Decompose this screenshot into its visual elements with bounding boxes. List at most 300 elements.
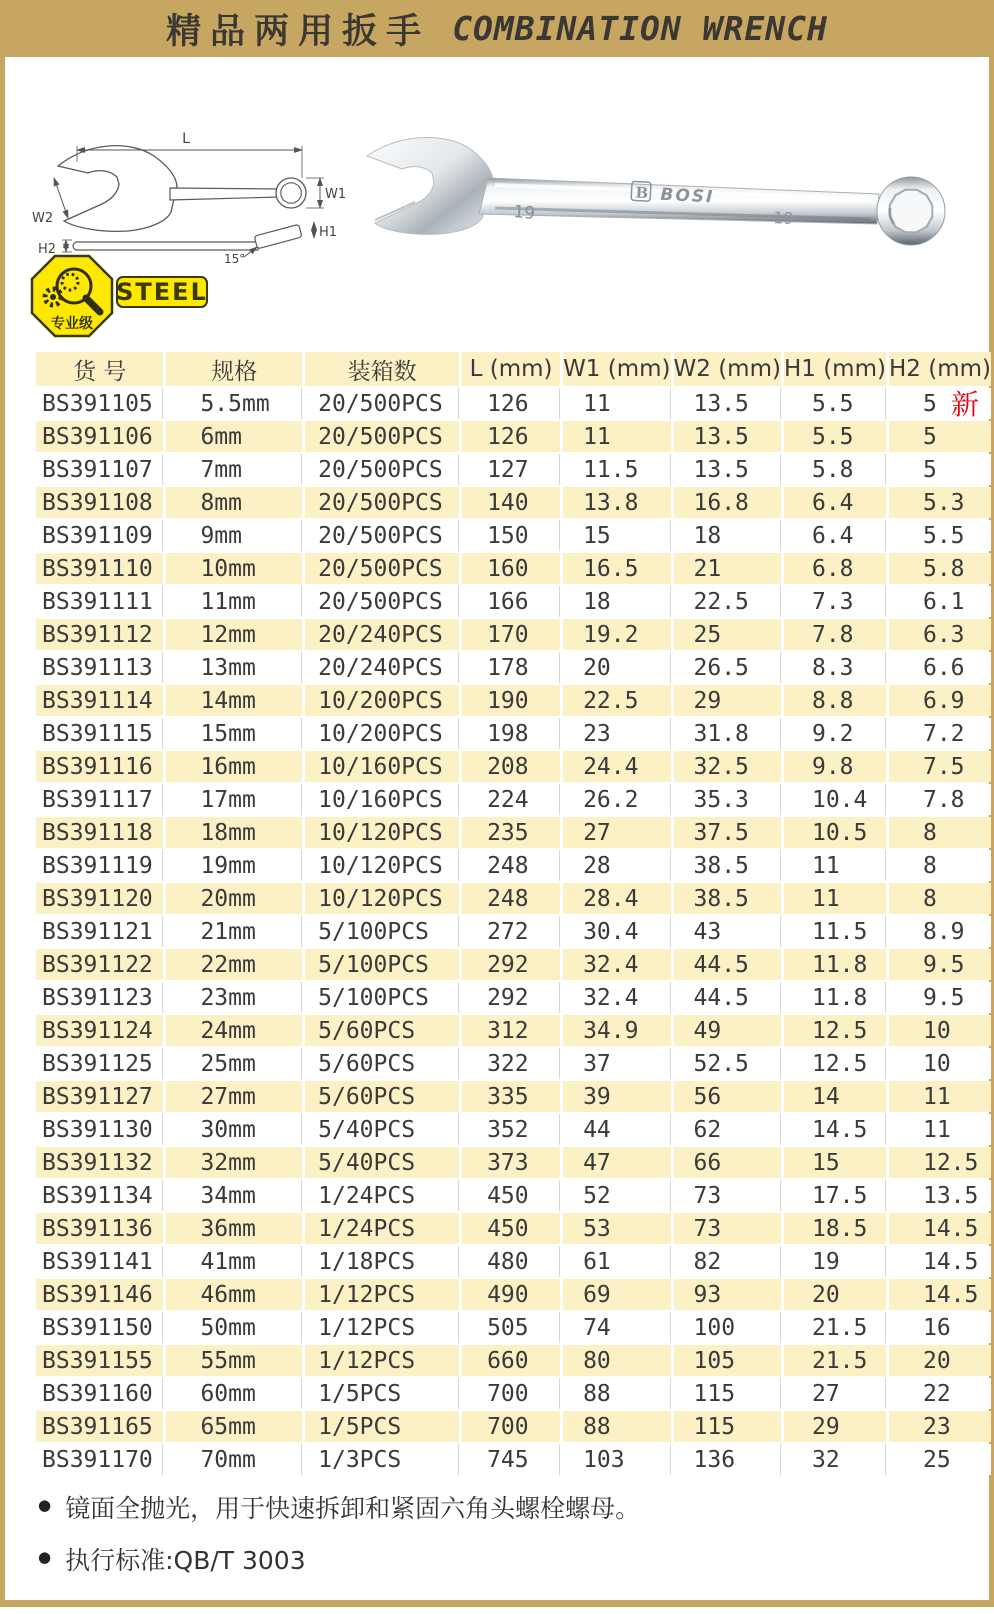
table-cell: 1/5PCS — [305, 1411, 459, 1442]
table-cell: 5/40PCS — [305, 1147, 459, 1178]
table-cell: 82 — [674, 1246, 781, 1277]
table-cell: 490 — [462, 1279, 560, 1310]
table-cell: 5.5mm — [166, 388, 302, 419]
table-cell: BS391114 — [36, 685, 163, 716]
table-cell: 36mm — [166, 1213, 302, 1244]
table-row — [36, 388, 991, 419]
table-row — [36, 949, 991, 980]
table-cell: BS391117 — [36, 784, 163, 815]
table-cell: BS391141 — [36, 1246, 163, 1277]
table-cell: 5/60PCS — [305, 1015, 459, 1046]
table-cell: 37 — [563, 1048, 670, 1079]
table-cell: 20/500PCS — [305, 487, 459, 518]
table-cell: 5/60PCS — [305, 1048, 459, 1079]
table-cell: 17.5 — [784, 1180, 886, 1211]
column-header-7: H2 (mm) — [889, 352, 991, 386]
table-row — [36, 817, 991, 848]
column-header-6: H1 (mm) — [784, 352, 886, 386]
table-cell: 46mm — [166, 1279, 302, 1310]
table-row — [36, 883, 991, 914]
table-row — [36, 1114, 991, 1145]
table-row — [36, 1147, 991, 1178]
table-cell: 103 — [563, 1444, 670, 1475]
table-cell: 11.5 — [784, 916, 886, 947]
table-cell: 19mm — [166, 850, 302, 881]
table-cell: 16.5 — [563, 553, 670, 584]
table-cell: 115 — [674, 1378, 781, 1409]
table-cell: 29 — [784, 1411, 886, 1442]
table-cell: BS391150 — [36, 1312, 163, 1343]
table-cell: BS391113 — [36, 652, 163, 683]
table-cell: 10 — [889, 1048, 991, 1079]
bullet-icon: ● — [38, 1496, 52, 1514]
table-cell: 248 — [462, 883, 560, 914]
table-cell: BS391118 — [36, 817, 163, 848]
table-cell: 34.9 — [563, 1015, 670, 1046]
table-cell: 10.4 — [784, 784, 886, 815]
table-row — [36, 1444, 991, 1475]
table-cell: 16.8 — [674, 487, 781, 518]
table-cell: 88 — [563, 1411, 670, 1442]
table-cell: 5.5 — [784, 388, 886, 419]
note-text-standard: 执行标准:QB/T 3003 — [65, 1546, 306, 1575]
table-cell: 38.5 — [674, 883, 781, 914]
table-cell: BS391109 — [36, 520, 163, 551]
table-cell: 8 — [889, 850, 991, 881]
table-cell: 700 — [462, 1378, 560, 1409]
table-cell: 1/18PCS — [305, 1246, 459, 1277]
table-row — [36, 1213, 991, 1244]
table-cell: 19 — [784, 1246, 886, 1277]
column-header-3: L (mm) — [462, 352, 560, 386]
table-cell: BS391123 — [36, 982, 163, 1013]
table-cell: BS391127 — [36, 1081, 163, 1112]
table-cell: 8 — [889, 817, 991, 848]
table-cell: 44.5 — [674, 949, 781, 980]
table-cell: 65mm — [166, 1411, 302, 1442]
table-cell: 105 — [674, 1345, 781, 1376]
table-cell: 18 — [563, 586, 670, 617]
table-cell: 166 — [462, 586, 560, 617]
table-cell: 5/100PCS — [305, 949, 459, 980]
table-cell: 6.8 — [784, 553, 886, 584]
table-cell: 35.3 — [674, 784, 781, 815]
table-cell: 224 — [462, 784, 560, 815]
dim-label-angle: 15° — [224, 252, 246, 266]
table-cell: 23 — [563, 718, 670, 749]
table-cell: 10mm — [166, 553, 302, 584]
table-cell: 52 — [563, 1180, 670, 1211]
table-cell: 29 — [674, 685, 781, 716]
table-cell: 5 — [889, 421, 991, 452]
badge-label: 专业级 — [51, 316, 93, 332]
table-cell: 11 — [889, 1114, 991, 1145]
table-cell: BS391132 — [36, 1147, 163, 1178]
table-cell: 5 — [889, 454, 991, 485]
table-cell: 10 — [889, 1015, 991, 1046]
table-cell: 31.8 — [674, 718, 781, 749]
table-cell: 8 — [889, 883, 991, 914]
table-cell: 10/160PCS — [305, 784, 459, 815]
table-cell: 136 — [674, 1444, 781, 1475]
table-cell: 24.4 — [563, 751, 670, 782]
table-cell: 10/200PCS — [305, 685, 459, 716]
table-cell: 13.5 — [674, 454, 781, 485]
table-cell: 52.5 — [674, 1048, 781, 1079]
table-cell: BS391130 — [36, 1114, 163, 1145]
steel-label — [116, 276, 208, 308]
table-cell: 312 — [462, 1015, 560, 1046]
table-cell: 6.6 — [889, 652, 991, 683]
table-cell: 32.5 — [674, 751, 781, 782]
table-cell: 11 — [563, 388, 670, 419]
column-header-4: W1 (mm) — [563, 352, 670, 386]
note-item — [38, 1541, 640, 1577]
table-cell: 335 — [462, 1081, 560, 1112]
table-cell: 126 — [462, 421, 560, 452]
table-cell: 30mm — [166, 1114, 302, 1145]
table-cell: 12mm — [166, 619, 302, 650]
table-cell: 34mm — [166, 1180, 302, 1211]
table-cell: BS391111 — [36, 586, 163, 617]
side-view-head — [254, 224, 302, 248]
table-cell: 15 — [563, 520, 670, 551]
table-row — [36, 982, 991, 1013]
table-cell: 38.5 — [674, 850, 781, 881]
table-cell: BS391146 — [36, 1279, 163, 1310]
table-cell: 20/500PCS — [305, 553, 459, 584]
table-cell: BS391124 — [36, 1015, 163, 1046]
table-cell: 9.5 — [889, 982, 991, 1013]
table-row — [36, 784, 991, 815]
table-cell: 14.5 — [784, 1114, 886, 1145]
table-cell: BS391116 — [36, 751, 163, 782]
table-row — [36, 652, 991, 683]
table-cell: 7.5 — [889, 751, 991, 782]
table-cell: 28 — [563, 850, 670, 881]
table-row — [36, 685, 991, 716]
table-cell: 23mm — [166, 982, 302, 1013]
table-cell: 160 — [462, 553, 560, 584]
table-cell: 208 — [462, 751, 560, 782]
table-cell: BS391160 — [36, 1378, 163, 1409]
photo-logo-letter: B — [635, 183, 649, 203]
table-header-row — [36, 352, 991, 386]
table-cell: 74 — [563, 1312, 670, 1343]
table-cell: 292 — [462, 982, 560, 1013]
table-cell: 198 — [462, 718, 560, 749]
spec-table — [33, 350, 994, 1477]
photo-size-open: 19 — [512, 202, 536, 224]
table-cell: 32 — [784, 1444, 886, 1475]
table-cell: 22mm — [166, 949, 302, 980]
table-cell: 20 — [889, 1345, 991, 1376]
table-cell: 18.5 — [784, 1213, 886, 1244]
table-cell: 20/500PCS — [305, 586, 459, 617]
table-cell: 16 — [889, 1312, 991, 1343]
table-cell: 10/120PCS — [305, 850, 459, 881]
table-row — [36, 1378, 991, 1409]
table-cell: 5/100PCS — [305, 982, 459, 1013]
table-cell: 21.5 — [784, 1312, 886, 1343]
photo-brand: BOSI — [659, 184, 715, 208]
table-cell: 43 — [674, 916, 781, 947]
side-view-outline — [73, 242, 258, 250]
table-row — [36, 916, 991, 947]
table-cell: 7.8 — [889, 784, 991, 815]
photo-open-end — [367, 138, 493, 235]
table-cell: 700 — [462, 1411, 560, 1442]
table-row — [36, 520, 991, 551]
table-cell: 55mm — [166, 1345, 302, 1376]
table-cell: 12.5 — [889, 1147, 991, 1178]
table-row — [36, 1180, 991, 1211]
table-cell: 10/120PCS — [305, 883, 459, 914]
table-row — [36, 850, 991, 881]
table-cell: 5/40PCS — [305, 1114, 459, 1145]
table-cell: 88 — [563, 1378, 670, 1409]
table-cell: 100 — [674, 1312, 781, 1343]
table-cell: 13mm — [166, 652, 302, 683]
table-cell: 20/500PCS — [305, 388, 459, 419]
table-cell: 1/12PCS — [305, 1345, 459, 1376]
table-cell: 6.9 — [889, 685, 991, 716]
table-cell: BS391105 — [36, 388, 163, 419]
professional-grade-badge — [28, 252, 116, 340]
table-cell: 8.3 — [784, 652, 886, 683]
table-cell: 44.5 — [674, 982, 781, 1013]
table-cell: 10.5 — [784, 817, 886, 848]
open-end-outline — [58, 146, 177, 232]
table-cell: 178 — [462, 652, 560, 683]
table-row — [36, 1015, 991, 1046]
shaft-outline — [170, 188, 280, 200]
table-cell: 11 — [784, 883, 886, 914]
table-cell: 12.5 — [784, 1015, 886, 1046]
table-row — [36, 553, 991, 584]
note-item — [38, 1489, 640, 1525]
table-cell: 15mm — [166, 718, 302, 749]
table-cell: 6.4 — [784, 520, 886, 551]
table-row — [36, 751, 991, 782]
table-cell: 6mm — [166, 421, 302, 452]
wrench-product-photo — [345, 124, 960, 256]
table-cell: 39 — [563, 1081, 670, 1112]
table-cell: 19.2 — [563, 619, 670, 650]
table-cell: 6.3 — [889, 619, 991, 650]
table-cell: 480 — [462, 1246, 560, 1277]
table-cell: 70mm — [166, 1444, 302, 1475]
table-cell: 28.4 — [563, 883, 670, 914]
note-text-polish: 镜面全抛光，用于快速拆卸和紧固六角头螺栓螺母。 — [65, 1494, 641, 1523]
table-cell: BS391155 — [36, 1345, 163, 1376]
table-cell: 1/24PCS — [305, 1180, 459, 1211]
table-cell: 32.4 — [563, 982, 670, 1013]
table-cell: 9.8 — [784, 751, 886, 782]
table-cell: 292 — [462, 949, 560, 980]
table-cell: BS391122 — [36, 949, 163, 980]
table-cell: 41mm — [166, 1246, 302, 1277]
table-cell: BS391134 — [36, 1180, 163, 1211]
table-cell: 450 — [462, 1213, 560, 1244]
table-cell: 13.5 — [674, 421, 781, 452]
table-cell: 8mm — [166, 487, 302, 518]
dim-label-H1: H1 — [319, 225, 338, 240]
table-cell: BS391115 — [36, 718, 163, 749]
table-cell: 5.3 — [889, 487, 991, 518]
table-cell: 50mm — [166, 1312, 302, 1343]
table-cell: 7.8 — [784, 619, 886, 650]
table-cell: 73 — [674, 1180, 781, 1211]
table-cell: BS391136 — [36, 1213, 163, 1244]
table-cell: 10/200PCS — [305, 718, 459, 749]
column-header-5: W2 (mm) — [674, 352, 781, 386]
table-cell: 73 — [674, 1213, 781, 1244]
dim-label-L: L — [182, 131, 190, 147]
table-cell: 450 — [462, 1180, 560, 1211]
table-cell: 11mm — [166, 586, 302, 617]
table-cell: 21.5 — [784, 1345, 886, 1376]
table-cell: 9.2 — [784, 718, 886, 749]
table-cell: 322 — [462, 1048, 560, 1079]
page-header — [0, 0, 994, 57]
table-row — [36, 1345, 991, 1376]
table-cell: 22.5 — [674, 586, 781, 617]
table-cell: 21mm — [166, 916, 302, 947]
notes — [38, 1489, 640, 1593]
table-row — [36, 454, 991, 485]
table-row — [36, 1279, 991, 1310]
table-cell: 80 — [563, 1345, 670, 1376]
column-header-2: 装箱数 — [305, 352, 459, 386]
table-row — [36, 1246, 991, 1277]
table-cell: 44 — [563, 1114, 670, 1145]
table-cell: 14 — [784, 1081, 886, 1112]
table-cell: 20 — [784, 1279, 886, 1310]
table-cell: 5.5 — [889, 520, 991, 551]
table-cell: 11 — [889, 1081, 991, 1112]
table-cell: 69 — [563, 1279, 670, 1310]
table-cell: 13.8 — [563, 487, 670, 518]
table-cell: 62 — [674, 1114, 781, 1145]
table-cell: 22.5 — [563, 685, 670, 716]
table-cell: 56 — [674, 1081, 781, 1112]
table-cell: 15 — [784, 1147, 886, 1178]
table-cell: 61 — [563, 1246, 670, 1277]
table-cell: 18mm — [166, 817, 302, 848]
table-cell: 5/100PCS — [305, 916, 459, 947]
table-cell: 660 — [462, 1345, 560, 1376]
table-row — [36, 1048, 991, 1079]
page-title-chinese: 精品两用扳手 — [166, 11, 431, 52]
table-row — [36, 1312, 991, 1343]
photo-size-ring: 19 — [772, 208, 795, 229]
table-cell: 9.5 — [889, 949, 991, 980]
column-header-1: 规格 — [166, 352, 302, 386]
table-cell: 25 — [889, 1444, 991, 1475]
table-cell: 11.8 — [784, 949, 886, 980]
page-border-bottom — [0, 1600, 994, 1607]
table-cell: 170 — [462, 619, 560, 650]
table-cell: 1/12PCS — [305, 1279, 459, 1310]
table-cell: 32mm — [166, 1147, 302, 1178]
table-cell: 24mm — [166, 1015, 302, 1046]
table-cell: 27mm — [166, 1081, 302, 1112]
table-cell: 11.8 — [784, 982, 886, 1013]
table-cell: 272 — [462, 916, 560, 947]
table-cell: 30.4 — [563, 916, 670, 947]
table-cell: 352 — [462, 1114, 560, 1145]
table-cell: 150 — [462, 520, 560, 551]
table-cell: 20/500PCS — [305, 454, 459, 485]
table-row — [36, 1411, 991, 1442]
table-cell: 745 — [462, 1444, 560, 1475]
dim-label-W1: W1 — [325, 187, 347, 202]
wrench-dimension-diagram — [30, 126, 348, 268]
table-cell: 49 — [674, 1015, 781, 1046]
table-cell: 10/160PCS — [305, 751, 459, 782]
table-cell: 27 — [563, 817, 670, 848]
table-cell: 1/5PCS — [305, 1378, 459, 1409]
table-cell: 20/500PCS — [305, 421, 459, 452]
table-cell: 190 — [462, 685, 560, 716]
table-cell: 17mm — [166, 784, 302, 815]
table-cell: 373 — [462, 1147, 560, 1178]
table-cell: BS391125 — [36, 1048, 163, 1079]
table-row — [36, 1081, 991, 1112]
table-cell: 21 — [674, 553, 781, 584]
table-cell: BS391121 — [36, 916, 163, 947]
table-cell: 20 — [563, 652, 670, 683]
page-title-english: COMBINATION WRENCH — [452, 9, 828, 48]
table-cell: 37.5 — [674, 817, 781, 848]
table-cell: BS391120 — [36, 883, 163, 914]
table-cell: 11.5 — [563, 454, 670, 485]
steel-label-text: STEEL — [116, 278, 208, 306]
table-cell: 115 — [674, 1411, 781, 1442]
table-cell: 1/12PCS — [305, 1312, 459, 1343]
table-cell: 25mm — [166, 1048, 302, 1079]
table-cell: BS391112 — [36, 619, 163, 650]
table-cell: 32.4 — [563, 949, 670, 980]
table-row — [36, 619, 991, 650]
page-border-left — [0, 57, 5, 1607]
table-cell: BS391108 — [36, 487, 163, 518]
table-cell: 18 — [674, 520, 781, 551]
table-cell: 8.8 — [784, 685, 886, 716]
photo-ring-hole — [890, 190, 933, 233]
table-cell: BS391110 — [36, 553, 163, 584]
table-cell: BS391107 — [36, 454, 163, 485]
table-cell: 7.3 — [784, 586, 886, 617]
table-cell: 5.8 — [889, 553, 991, 584]
table-cell: 127 — [462, 454, 560, 485]
table-cell: 26.2 — [563, 784, 670, 815]
dim-label-H2: H2 — [38, 242, 57, 257]
table-cell: 12.5 — [784, 1048, 886, 1079]
table-cell: 66 — [674, 1147, 781, 1178]
table-cell: 13.5 — [674, 388, 781, 419]
table-cell: 235 — [462, 817, 560, 848]
table-row — [36, 718, 991, 749]
table-row — [36, 586, 991, 617]
table-cell: 11 — [784, 850, 886, 881]
table-cell: 140 — [462, 487, 560, 518]
table-cell: BS391165 — [36, 1411, 163, 1442]
table-cell: 13.5 — [889, 1180, 991, 1211]
table-cell: 20/240PCS — [305, 619, 459, 650]
table-row — [36, 421, 991, 452]
